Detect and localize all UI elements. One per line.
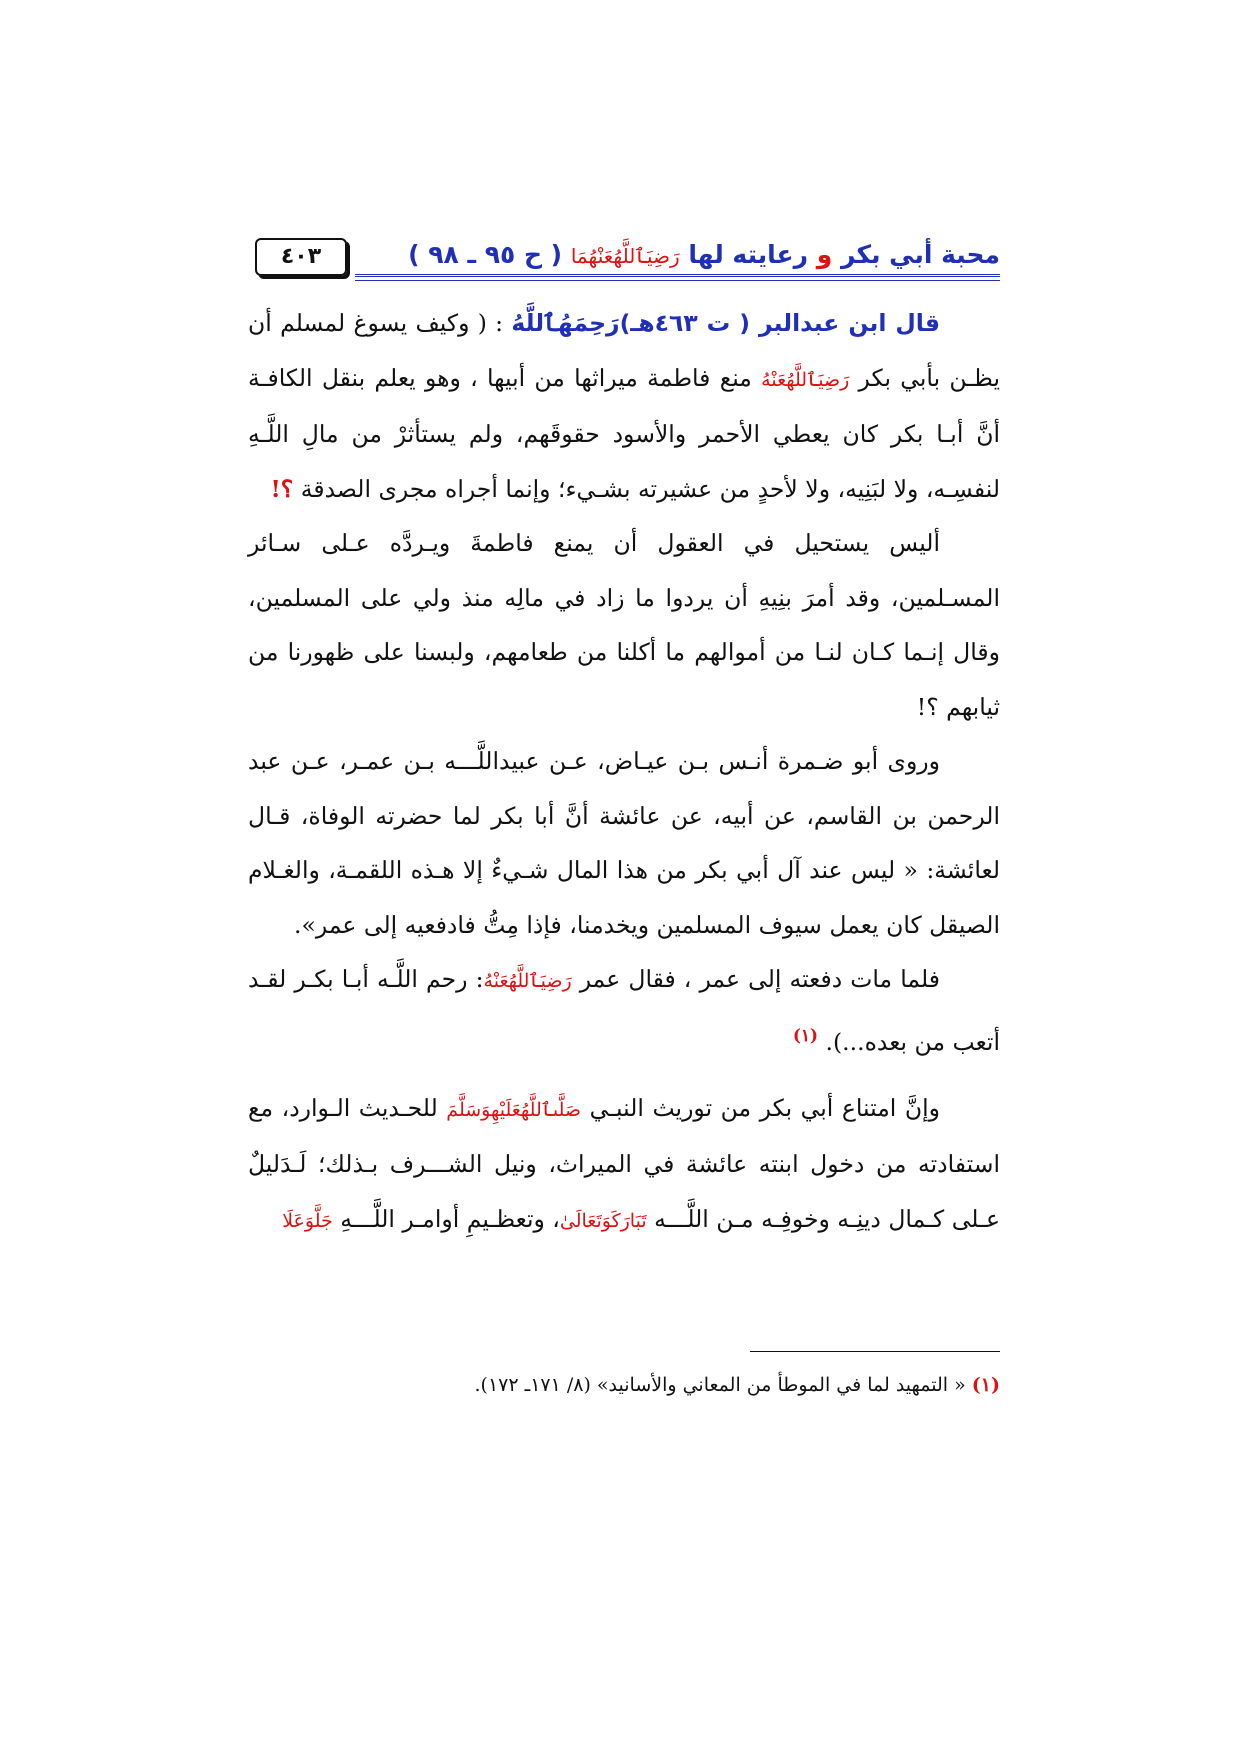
honorific: رَضِيَٱللَّهُعَنْهُ [483, 970, 572, 992]
footnote-rule [750, 1351, 1000, 1352]
paragraph-4 [248, 952, 1000, 1069]
header-title-rest: رعايته لها [688, 240, 809, 269]
speaker-label: قال ابن عبدالبر ( ت ٤٦٣هـ) [619, 309, 940, 337]
header-hadith-range: ( ح ٩٥ ـ ٩٨ ) [408, 240, 563, 269]
paragraph-text: : رحم اللَّـه أبـا بكـر لقـد أتعب من بعده...). [248, 965, 1000, 1056]
footnote-number: (١) [971, 1374, 1000, 1396]
honorific: رَضِيَٱللَّهُعَنْهُ [761, 368, 850, 391]
honorific: تَبَارَكَوَتَعَالَىٰ [559, 1209, 647, 1232]
page-number: ٤٠٣ [255, 238, 347, 276]
paragraph-1 [248, 296, 1000, 516]
honorific: صَلَّىٱللَّهُعَلَيْهِوَسَلَّمَ [446, 1098, 582, 1121]
paragraph-text: فلما مات دفعته إلى عمر ، فقال عمر [571, 965, 940, 993]
paragraph-2: أليس يستحيل في العقول أن يمنع فاطمةَ ويـردَّه عـلى سـائر المسـلمين، وقد أمرَ بنِيهِ أن يردوا ما زاد في مالِه منذ ولي على المسلمين، وقال إنـما كـان لنـا من أموالهم ما أكلنا من طعامهم، ولبسنا على ظهورنا من ثيابهم ؟! [248, 529, 1000, 721]
speaker-honorific: رَحِمَهُٱللَّهُ [511, 309, 620, 337]
footnote-text: « التمهيد لما في الموطأ من المعاني والأسانيد» (٨/ ١٧١ـ ١٧٢). [474, 1374, 972, 1396]
paragraph-text: ، وتعظـيمِ أوامـر اللَّـــهِ [332, 1204, 560, 1233]
header-rule [355, 274, 1000, 281]
header-title-and: و [816, 240, 833, 269]
header-honorific: رَضِيَٱللَّهُعَنْهُمَا [570, 244, 680, 268]
paragraph-5 [248, 1081, 1000, 1249]
page-header [255, 238, 1000, 284]
paragraph-gap [248, 1069, 1000, 1081]
paragraph-3: وروى أبو ضـمرة أنـس بـن عيـاض، عـن عبيداللَّـــه بـن عمـر، عـن عبد الرحمن بن القاسم، عن أبيه، عن عائشة أنَّ أبا بكر لما حضرته الوفاة، قـال لعائشة: « ليس عند آل أبي بكر من هذا المال شـيءٌ إلا هـذه اللقمـة، والغـلام الصيقل كان يعمل سيوف المسلمين ويخدمنا، فإذا مِتُّ فادفعيه إلى عمر». [248, 747, 1000, 939]
footnote [248, 1370, 1000, 1400]
header-title [408, 238, 1000, 273]
header-title-main: محبة أبي بكر [841, 240, 1000, 269]
question-mark: ؟! [270, 474, 294, 503]
main-text [248, 296, 1000, 1248]
paragraph-text: للحـديث الـوارد، مع استفادته من دخول ابنته عائشة في الميراث، ونيل الشـــرف بـذلك؛ لَـدَليلٌ عـلى كـمال دينِـه وخوفِـه مـن اللَّـــه [248, 1093, 1000, 1233]
paragraph-text: منع فاطمة ميراثها من أبيها ، وهو يعلم بنقل الكافـة أنَّ أبـا بكر كان يعطي الأحمر والأسود حقوقَهم، ولم يستأثرْ من مالِ اللَّـهِ لنفسِـه، ولا لبَنِيه، ولا لأحدٍ من عشيرته بشـيء؛ وإنما أجراه مجرى الصدقة [248, 363, 1000, 503]
honorific: جَلَّوَعَلَا [282, 1209, 333, 1232]
footnote-ref[interactable]: (١) [792, 1025, 819, 1046]
paragraph-text: : ( وكيف يسوغ لمسلم أن يظـن بأبي بكر [248, 309, 1000, 392]
paragraph-text: وإنَّ امتناع أبي بكر من توريث النبـي [581, 1093, 941, 1122]
